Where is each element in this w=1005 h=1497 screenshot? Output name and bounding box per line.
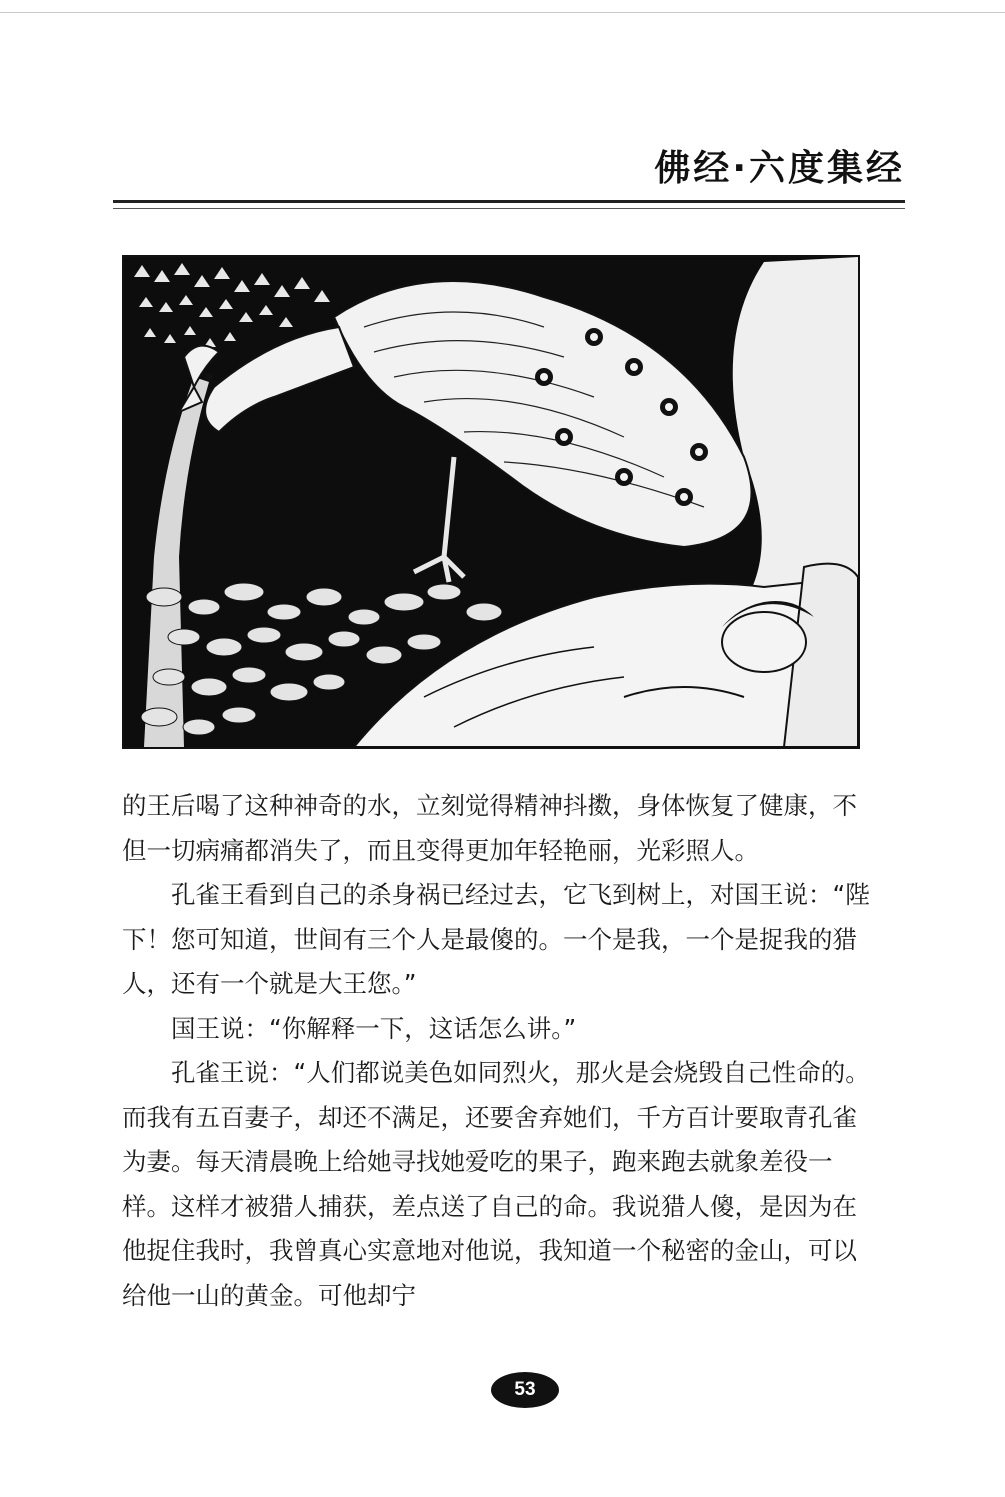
peacock-illustration [122, 255, 860, 749]
paragraph: 孔雀王看到自己的杀身祸已经过去，它飞到树上，对国王说：“陛下！您可知道，世间有三个人是最傻的。一个是我，一个是捉我的猎人，还有一个就是大王您。” [122, 880, 870, 998]
paragraph: 国王说：“你解释一下，这话怎么讲。” [171, 1013, 577, 1043]
page-number-badge: 53 [491, 1372, 559, 1408]
body-text [122, 784, 874, 1318]
top-scan-rule [0, 12, 1005, 13]
header-rule-thick [113, 200, 905, 203]
paragraph: 的王后喝了这种神奇的水，立刻觉得精神抖擞，身体恢复了健康，不但一切病痛都消失了，而且变得更加年轻艳丽，光彩照人。 [122, 791, 857, 865]
illustration-drawing [124, 257, 858, 747]
running-header-title: 佛经·六度集经 [654, 148, 905, 189]
paragraph: 孔雀王说：“人们都说美色如同烈火，那火是会烧毁自己性命的。而我有五百妻子，却还不满足，还要舍弃她们，千方百计要取青孔雀为妻。每天清晨晚上给她寻找她爱吃的果子，跑来跑去就象差役一样。这样才被猎人捕获，差点送了自己的命。我说猎人傻，是因为在他捉住我时，我曾真心实意地对他说，我知道一个秘密的金山，可以给他一山的黄金。可他却宁 [122, 1058, 870, 1310]
header-rule-thin [113, 208, 905, 209]
